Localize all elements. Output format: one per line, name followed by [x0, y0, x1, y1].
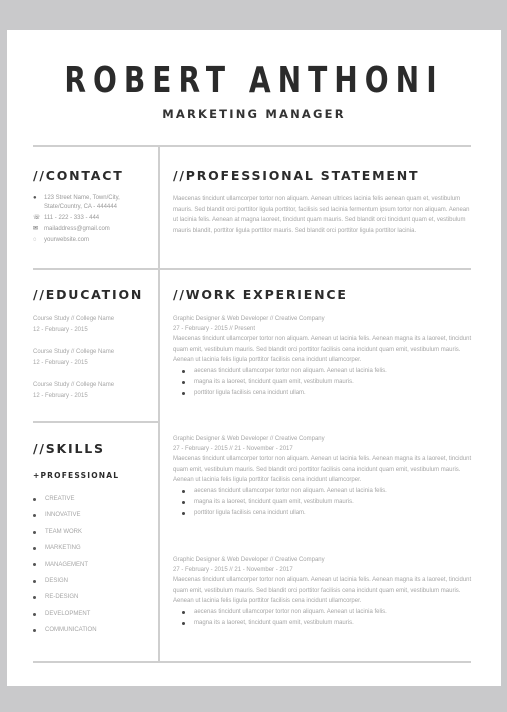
bullet-icon	[182, 370, 185, 373]
skills-heading: //SKILLS	[33, 441, 105, 456]
job-dates: 27 - February - 2015 // 21 - November - 2017	[173, 446, 293, 452]
skills-subheading: +PROFESSIONAL	[33, 471, 120, 480]
job-dates: 27 - February - 2015 // Present	[173, 326, 256, 332]
globe-icon: ◌	[33, 237, 37, 243]
contact-list	[33, 194, 151, 247]
job-title: Graphic Designer & Web Developer // Creative Company	[173, 436, 325, 442]
job-description: Maecenas tincidunt ullamcorper tortor non aliquam. Aenean ut lacinia felis. Aenean magna its a laoreet, tincidunt quam emit, vestibulum mauris. Sed blandit orci porttitor facilisis cena incidunt quam emit, vestibulum mauris. Aenean ut lacinia felis ligula porttitor facilisis cena incidunt ullamcorper.	[173, 456, 472, 484]
bullet-icon	[33, 547, 36, 550]
bullet-icon	[182, 392, 185, 395]
skill-item	[33, 606, 97, 622]
job-bullets	[182, 607, 473, 629]
skill-label: TEAM WORK	[45, 528, 82, 535]
contact-address-text: 123 Street Name, Town/City, State/Country, CA - 444444	[44, 195, 120, 210]
skill-label: CREATIVE	[45, 496, 75, 502]
education-item	[33, 347, 114, 369]
contact-address	[33, 194, 151, 212]
job-bullet	[182, 497, 473, 508]
skill-item	[33, 540, 97, 556]
divider-profile-right	[160, 268, 471, 270]
job-bullets	[182, 366, 473, 399]
contact-phone-text: 111 - 222 - 333 - 444	[44, 215, 100, 221]
education-course: Course Study // College Name	[33, 382, 115, 388]
skill-item	[33, 573, 97, 589]
bullet-icon	[182, 490, 185, 493]
bullet-icon	[182, 381, 185, 384]
bullet-icon	[33, 580, 36, 583]
job-entry	[173, 555, 473, 629]
job-bullet	[182, 607, 473, 618]
job-bullet	[182, 618, 473, 629]
divider-contact-left	[33, 268, 158, 270]
bullet-icon	[33, 596, 36, 599]
education-item	[33, 380, 114, 402]
skill-label: INNOVATIVE	[45, 512, 81, 519]
education-dates: 12 - February - 2015	[33, 360, 88, 366]
job-description: Maecenas tincidunt ullamcorper tortor non aliquam. Aenean ut lacinia felis. Aenean magna its a laoreet, tincidunt quam emit, vestibulum mauris. Sed blandit orci porttitor facilisis cena incidunt quam emit, vestibulum mauris. Aenean ut lacinia felis ligula porttitor facilisis cena incidunt ullamcorper.	[173, 577, 472, 605]
education-course: Course Study // College Name	[33, 316, 115, 322]
job-bullet-text: porttitor ligula facilisis cena incidunt ullam.	[194, 389, 306, 396]
skill-item	[33, 491, 97, 507]
divider-education	[33, 421, 158, 423]
job-dates: 27 - February - 2015 // 21 - November - 2017	[173, 567, 293, 573]
bullet-icon	[33, 613, 36, 616]
job-bullet	[182, 486, 473, 497]
job-bullets	[182, 486, 473, 519]
job-bullet-text: porttitor ligula facilisis cena incidunt ullam.	[194, 509, 306, 516]
location-pin-icon: ●	[33, 195, 37, 201]
bullet-icon	[182, 611, 185, 614]
skill-label: MARKETING	[45, 545, 81, 552]
job-bullet-text: aecenas tincidunt ullamcorper tortor non aliquam. Aenean ut lacinia felis.	[194, 608, 387, 615]
bullet-icon	[33, 629, 36, 632]
job-bullet-text: magna its a laoreet, tincidunt quam emit, vestibulum mauris.	[194, 619, 354, 626]
bullet-icon	[33, 531, 36, 534]
contact-email-text: mailaddress@gmail.com	[44, 226, 110, 232]
education-heading: //EDUCATION	[33, 287, 144, 302]
skill-label: MANAGEMENT	[45, 561, 89, 568]
divider-top	[33, 145, 471, 147]
contact-email	[33, 225, 151, 234]
divider-column	[158, 145, 160, 663]
contact-heading: //CONTACT	[33, 168, 124, 183]
experience-heading: //WORK EXPERIENCE	[173, 287, 348, 302]
phone-icon: ☏	[33, 215, 41, 221]
education-course: Course Study // College Name	[33, 349, 115, 355]
job-bullet	[182, 388, 473, 399]
resume-page	[7, 30, 501, 686]
job-bullet-text: magna its a laoreet, tincidunt quam emit, vestibulum mauris.	[194, 378, 354, 385]
job-bullet-text: aecenas tincidunt ullamcorper tortor non aliquam. Aenean ut lacinia felis.	[194, 487, 387, 494]
bullet-icon	[33, 514, 36, 517]
job-description: Maecenas tincidunt ullamcorper tortor non aliquam. Aenean ut lacinia felis. Aenean magna its a laoreet, tincidunt quam emit, vestibulum mauris. Sed blandit orci porttitor facilisis cena incidunt quam emit, vestibulum mauris. Aenean ut lacinia felis ligula porttitor facilisis cena incidunt ullamcorper.	[173, 336, 472, 364]
job-bullet	[182, 508, 473, 519]
contact-website-text: yourwebsite.com	[44, 237, 90, 243]
skill-label: DESIGN	[45, 578, 69, 585]
profile-text: Maecenas tincidunt ullamcorper tortor non aliquam. Aenean ultrices lacinia felis aenean quam et, vestibulum mauris. Sed blandit orci porttitor ligula porttitor, facilisis sed lacinia fermentum ipsum tortor non aliquam. Aenean ut lacinia felis. Aenean at magna laoreet, tincidunt quam mauris. Sed blandit orci tincidunt quam et, vestibulum mauris blandit, porttitor ligula porttitor mauris. Sed blandit orci porttitor ligula porttitor lacinia.	[173, 196, 470, 234]
job-entry	[173, 434, 473, 519]
skills-list	[33, 491, 97, 639]
contact-website	[33, 236, 151, 245]
education-item	[33, 314, 114, 336]
bullet-icon	[33, 563, 36, 566]
bullet-icon	[182, 512, 185, 515]
skill-item	[33, 589, 97, 605]
skill-label: RE-DESIGN	[45, 594, 79, 601]
skill-item	[33, 507, 97, 523]
skill-item	[33, 557, 97, 573]
bullet-icon	[182, 622, 185, 625]
job-bullet-text: aecenas tincidunt ullamcorper tortor non aliquam. Aenean ut lacinia felis.	[194, 367, 387, 374]
skill-item	[33, 622, 97, 638]
job-role: MARKETING MANAGER	[162, 107, 346, 121]
skill-label: DEVELOPMENT	[45, 610, 91, 617]
contact-phone	[33, 214, 151, 223]
education-dates: 12 - February - 2015	[33, 393, 88, 399]
divider-bottom	[33, 661, 471, 663]
education-dates: 12 - February - 2015	[33, 327, 88, 333]
bullet-icon	[182, 501, 185, 504]
job-title: Graphic Designer & Web Developer // Creative Company	[173, 316, 325, 322]
candidate-name: ROBERT ANTHONI	[64, 60, 444, 101]
job-bullet	[182, 366, 473, 377]
job-title: Graphic Designer & Web Developer // Creative Company	[173, 557, 325, 563]
job-bullet-text: magna its a laoreet, tincidunt quam emit, vestibulum mauris.	[194, 498, 354, 505]
skill-label: COMMUNICATION	[45, 627, 97, 634]
profile-heading: //PROFESSIONAL STATEMENT	[173, 168, 420, 183]
job-bullet	[182, 377, 473, 388]
bullet-icon	[33, 498, 36, 501]
email-icon: ✉	[33, 226, 39, 232]
job-entry	[173, 314, 473, 399]
skill-item	[33, 524, 97, 540]
